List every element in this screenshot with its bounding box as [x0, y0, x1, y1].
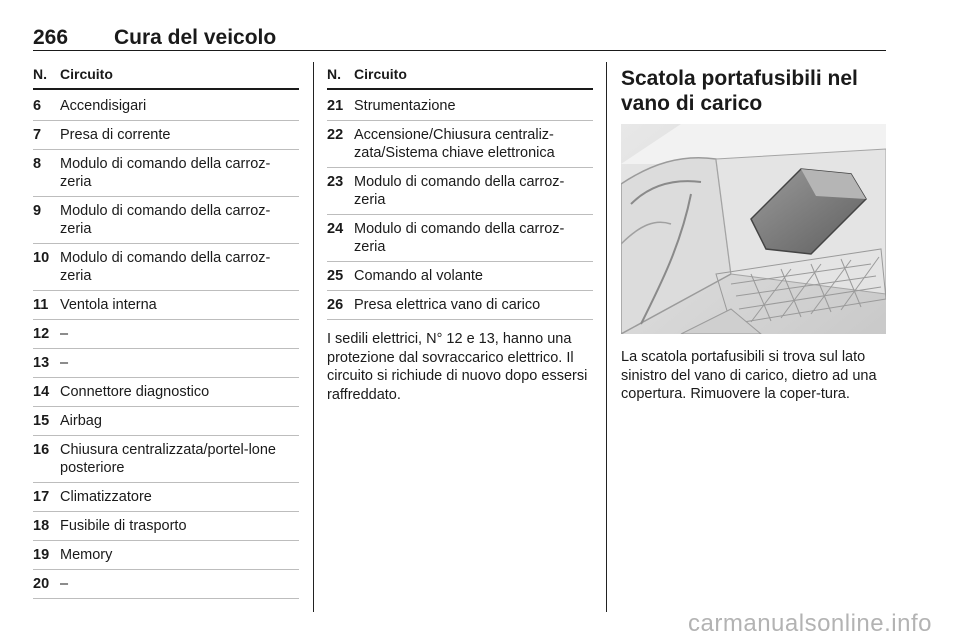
fuse-number: 11	[33, 297, 49, 313]
circuit-name: –	[60, 355, 69, 371]
circuit-name: Ventola interna	[60, 297, 157, 313]
page-title: Cura del veicolo	[114, 26, 277, 49]
table-row	[33, 436, 299, 483]
fuse-number: 7	[33, 127, 42, 143]
col-circuit-header: Circuito	[354, 66, 407, 82]
circuit-name: Memory	[60, 547, 113, 563]
table-row	[327, 168, 593, 215]
fuse-number: 16	[33, 442, 50, 458]
fuse-number: 18	[33, 518, 50, 534]
fuse-number: 19	[33, 547, 50, 563]
fuse-number: 14	[33, 384, 50, 400]
circuit-name: –	[60, 576, 69, 592]
table-header	[33, 66, 299, 90]
fuse-number: 15	[33, 413, 50, 429]
circuit-name: Modulo di comando della carroz-zeria	[60, 250, 271, 284]
fuse-table-right	[327, 62, 593, 419]
table-row	[33, 291, 299, 320]
section-body: La scatola portafusibili si trova sul lato sinistro del vano di carico, dietro ad una copertura. Rimuovere la coper-tura.	[621, 349, 877, 402]
fuse-number: 12	[33, 326, 50, 342]
section-heading: Scatola portafusibili nel vano di carico	[621, 67, 858, 115]
circuit-name: –	[60, 326, 69, 342]
circuit-name: Modulo di comando della carroz-zeria	[60, 203, 271, 237]
fuse-number: 26	[327, 297, 344, 313]
circuit-name: Modulo di comando della carroz-zeria	[60, 156, 271, 190]
column-divider	[313, 62, 314, 612]
cargo-fusebox-illustration	[621, 124, 886, 334]
circuit-name: Fusibile di trasporto	[60, 518, 187, 534]
circuit-name: Climatizzatore	[60, 489, 152, 505]
table-row	[327, 215, 593, 262]
seat-protection-note: I sedili elettrici, N° 12 e 13, hanno una protezione dal sovraccarico elettrico. Il circuito si richiude di nuovo dopo essersi raffreddato.	[327, 331, 588, 403]
page-header	[33, 20, 886, 51]
column-divider	[606, 62, 607, 612]
circuit-name: Connettore diagnostico	[60, 384, 210, 400]
fuse-number: 23	[327, 174, 344, 190]
circuit-name: Strumentazione	[354, 98, 456, 114]
table-row	[33, 244, 299, 291]
circuit-name: Presa elettrica vano di carico	[354, 297, 541, 313]
table-row	[33, 570, 299, 599]
table-row	[33, 197, 299, 244]
circuit-name: Presa di corrente	[60, 127, 171, 143]
circuit-name: Accendisigari	[60, 98, 147, 114]
fuse-number: 6	[33, 98, 42, 114]
page-number: 266	[33, 26, 69, 49]
watermark: carmanualsonline.info	[688, 610, 932, 637]
table-row	[327, 121, 593, 168]
fuse-number: 22	[327, 127, 344, 143]
table-row	[33, 121, 299, 150]
circuit-name: Comando al volante	[354, 268, 483, 284]
fuse-number: 24	[327, 221, 344, 237]
section-fusebox-cargo	[621, 62, 887, 404]
fuse-number: 21	[327, 98, 344, 114]
circuit-name: Modulo di comando della carroz-zeria	[354, 174, 565, 208]
fuse-number: 20	[33, 576, 50, 592]
table-row	[33, 320, 299, 349]
fuse-number: 9	[33, 203, 42, 219]
fuse-number: 25	[327, 268, 344, 284]
table-row	[33, 150, 299, 197]
fuse-number: 17	[33, 489, 50, 505]
col-circuit-header: Circuito	[60, 66, 113, 82]
col-number-header: N.	[33, 66, 47, 82]
fuse-number: 8	[33, 156, 42, 172]
table-row	[33, 378, 299, 407]
table-row	[327, 92, 593, 121]
table-row	[33, 92, 299, 121]
table-row	[33, 407, 299, 436]
table-row	[33, 512, 299, 541]
fuse-table-left	[33, 62, 299, 599]
circuit-name: Modulo di comando della carroz-zeria	[354, 221, 565, 255]
circuit-name: Accensione/Chiusura centraliz-zata/Sistema chiave elettronica	[354, 127, 555, 161]
table-row	[33, 541, 299, 570]
table-header	[327, 66, 593, 90]
fuse-number: 10	[33, 250, 50, 266]
fuse-number: 13	[33, 355, 50, 371]
table-row	[33, 483, 299, 512]
circuit-name: Chiusura centralizzata/portel-lone posteriore	[60, 442, 276, 476]
col-number-header: N.	[327, 66, 341, 82]
table-row	[327, 262, 593, 291]
circuit-name: Airbag	[60, 413, 102, 429]
table-row	[327, 291, 593, 320]
table-row	[33, 349, 299, 378]
